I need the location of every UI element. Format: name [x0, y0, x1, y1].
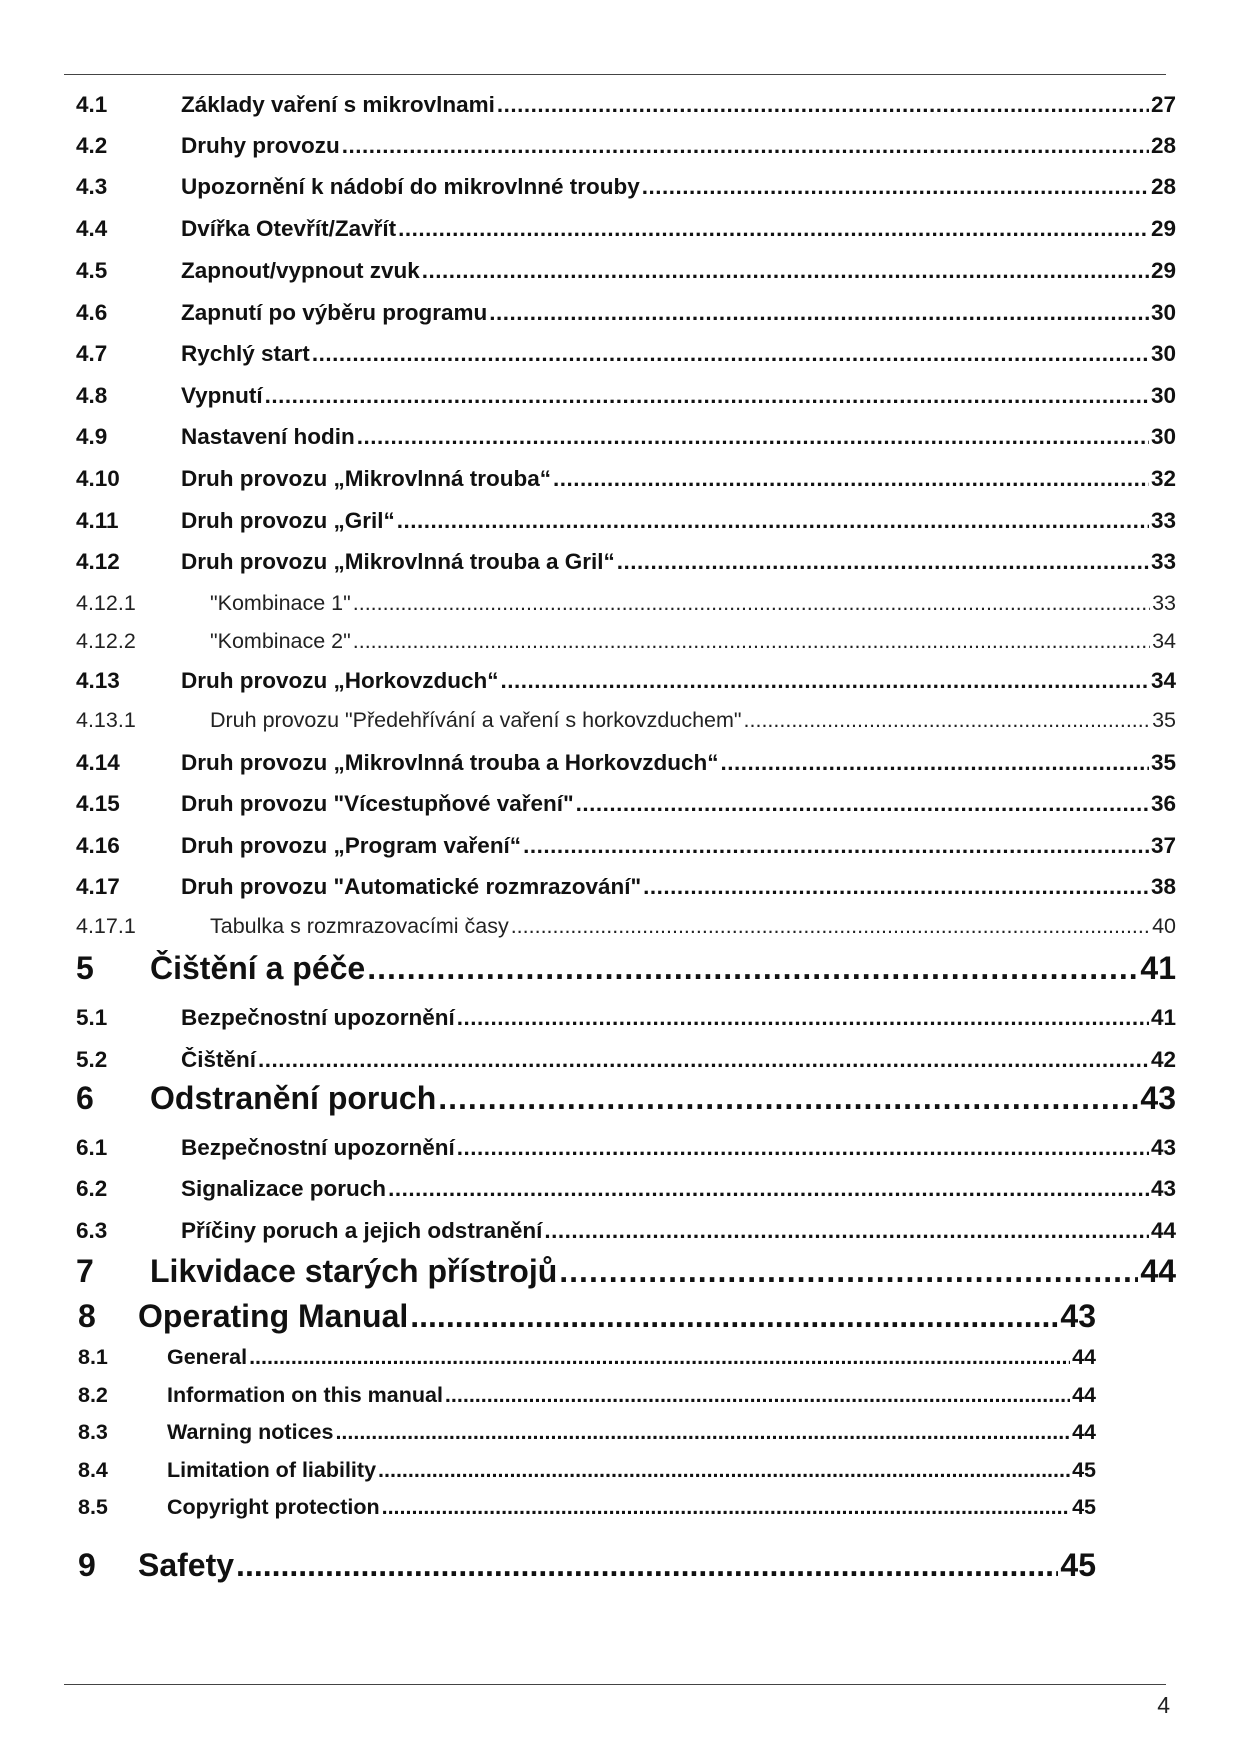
toc-entry-page: 30 [1150, 383, 1176, 408]
toc-entry-page: 43 [1150, 1135, 1176, 1160]
toc-entry-title: "Kombinace 2" [210, 629, 351, 653]
toc-entry-page: 45 [1072, 1458, 1096, 1482]
toc-entry[interactable] [76, 258, 1176, 284]
toc-dot-leader [265, 383, 1149, 409]
toc-entry-page: 37 [1150, 833, 1176, 858]
toc-entry-page: 27 [1150, 92, 1176, 117]
toc-entry[interactable] [76, 668, 1176, 694]
toc-dot-leader [553, 466, 1149, 492]
toc-entry[interactable] [76, 1005, 1176, 1031]
toc-entry[interactable] [76, 341, 1176, 367]
toc-dot-leader [258, 1047, 1149, 1073]
toc-dot-leader [721, 750, 1149, 776]
toc-entry-title: Druh provozu „Mikrovlnná trouba“ [181, 466, 552, 491]
toc-entry-page: 44 [1072, 1383, 1096, 1407]
toc-entry-title: "Kombinace 1" [210, 591, 351, 615]
toc-entry[interactable] [76, 591, 1176, 616]
toc-entry-number: 8.1 [78, 1345, 108, 1369]
toc-entry[interactable] [78, 1345, 1096, 1370]
toc-entry-title: Druh provozu "Předehřívání a vaření s horkovzduchem" [210, 708, 742, 732]
toc-entry-title: General [167, 1345, 248, 1369]
toc-entry[interactable] [76, 1135, 1176, 1161]
toc-entry-number: 4.11 [76, 508, 119, 533]
toc-entry-title: Limitation of liability [167, 1458, 377, 1482]
toc-entry-number: 4.5 [76, 258, 108, 283]
page-number: 4 [1157, 1692, 1170, 1718]
toc-entry-number: 4.8 [76, 383, 108, 408]
toc-dot-leader [367, 950, 1138, 987]
toc-entry-title: Druh provozu „Horkovzduch“ [181, 668, 499, 693]
toc-entry-title: Dvířka Otevřít/Zavřít [181, 216, 397, 241]
toc-entry-number: 4.2 [76, 133, 108, 158]
toc-dot-leader [378, 1458, 1070, 1483]
toc-entry-number: 4.10 [76, 466, 120, 491]
toc-dot-leader [544, 1218, 1149, 1244]
toc-entry-number: 4.4 [76, 216, 108, 241]
toc-entry-page: 29 [1150, 216, 1176, 241]
toc-entry-number: 4.16 [76, 833, 120, 858]
header-rule [64, 74, 1166, 75]
toc-entry-number: 6 [76, 1080, 94, 1116]
toc-entry-number: 6.2 [76, 1176, 108, 1201]
toc-entry-page: 44 [1150, 1218, 1176, 1243]
toc-dot-leader [357, 424, 1149, 450]
toc-entry-number: 4.1 [76, 92, 108, 117]
toc-entry-number: 4.7 [76, 341, 108, 366]
toc-entry-number: 4.14 [76, 750, 120, 775]
toc-dot-leader [422, 258, 1149, 284]
toc-entry-number: 6.1 [76, 1135, 108, 1160]
toc-entry-page: 30 [1150, 341, 1176, 366]
toc-entry-title: Druh provozu „Gril“ [181, 508, 395, 533]
toc-dot-leader [342, 133, 1149, 159]
toc-entry[interactable] [76, 833, 1176, 859]
toc-dot-leader [382, 1495, 1070, 1520]
toc-entry-page: 34 [1150, 668, 1176, 693]
toc-entry-page: 45 [1060, 1547, 1096, 1583]
toc-entry-title: Tabulka s rozmrazovacími časy [210, 914, 509, 938]
toc-dot-leader [312, 341, 1149, 367]
toc-entry-title: Operating Manual [138, 1298, 409, 1334]
toc-dot-leader [511, 914, 1150, 939]
toc-entry-number: 4.13 [76, 668, 120, 693]
toc-entry[interactable] [76, 174, 1176, 200]
toc-entry[interactable] [78, 1458, 1096, 1483]
toc-entry[interactable] [76, 1176, 1176, 1202]
toc-dot-leader [397, 508, 1149, 534]
toc-entry-title: Druh provozu „Mikrovlnná trouba a Horkovzduch“ [181, 750, 719, 775]
toc-dot-leader [642, 174, 1149, 200]
toc-entry-page: 33 [1150, 549, 1176, 574]
toc-dot-leader [335, 1420, 1070, 1445]
toc-entry-title: Druh provozu „Mikrovlnná trouba a Gril“ [181, 549, 615, 574]
toc-entry-page: 41 [1140, 950, 1176, 986]
toc-entry-title: Bezpečnostní upozornění [181, 1135, 455, 1160]
toc-entry-title: Zapnutí po výběru programu [181, 300, 488, 325]
toc-entry-number: 8.4 [78, 1458, 108, 1482]
toc-entry-title: Bezpečnostní upozornění [181, 1005, 455, 1030]
toc-entry[interactable] [76, 750, 1176, 776]
toc-entry-number: 4.17.1 [76, 914, 136, 938]
toc-entry-page: 44 [1140, 1253, 1176, 1289]
toc-entry-number: 8.3 [78, 1420, 108, 1444]
toc-entry-number: 4.9 [76, 424, 108, 449]
toc-entry[interactable] [76, 708, 1176, 733]
toc-entry-page: 40 [1152, 914, 1176, 938]
toc-entry[interactable] [78, 1383, 1096, 1408]
toc-entry-number: 4.6 [76, 300, 108, 325]
toc-entry-number: 8.2 [78, 1383, 108, 1407]
toc-entry-number: 8.5 [78, 1495, 108, 1519]
toc-entry-page: 34 [1152, 629, 1176, 653]
toc-dot-leader [249, 1345, 1070, 1370]
toc-entry-page: 35 [1150, 750, 1176, 775]
toc-dot-leader [388, 1176, 1149, 1202]
toc-entry-title: Nastavení hodin [181, 424, 355, 449]
toc-entry-page: 35 [1152, 708, 1176, 732]
toc-entry[interactable] [76, 1253, 1176, 1290]
toc-entry-page: 42 [1150, 1047, 1176, 1072]
toc-entry-page: 44 [1072, 1345, 1096, 1369]
toc-dot-leader [398, 216, 1149, 242]
toc-entry[interactable] [76, 300, 1176, 326]
toc-entry[interactable] [76, 1080, 1176, 1117]
toc-entry-page: 33 [1150, 508, 1176, 533]
toc-entry[interactable] [76, 874, 1176, 900]
toc-dot-leader [457, 1005, 1149, 1031]
toc-entry[interactable] [76, 133, 1176, 159]
toc-dot-leader [497, 92, 1149, 118]
toc-entry-page: 43 [1060, 1298, 1096, 1334]
toc-entry-title: Likvidace starých přístrojů [150, 1253, 558, 1289]
toc-entry-title: Druh provozu "Automatické rozmrazování" [181, 874, 642, 899]
toc-entry-page: 43 [1150, 1176, 1176, 1201]
toc-dot-leader [501, 668, 1149, 694]
toc-entry-number: 6.3 [76, 1218, 108, 1243]
toc-entry-page: 45 [1072, 1495, 1096, 1519]
toc-entry-page: 28 [1150, 133, 1176, 158]
footer-rule [64, 1684, 1166, 1685]
toc-entry-title: Druh provozu „Program vaření“ [181, 833, 522, 858]
toc-entry-page: 41 [1150, 1005, 1176, 1030]
toc-entry-title: Upozornění k nádobí do mikrovlnné trouby [181, 174, 640, 199]
toc-entry-page: 32 [1150, 466, 1176, 491]
toc-entry-number: 5.1 [76, 1005, 108, 1030]
toc-entry-title: Příčiny poruch a jejich odstranění [181, 1218, 543, 1243]
toc-entry-number: 4.3 [76, 174, 108, 199]
toc-entry-number: 5 [76, 950, 94, 986]
toc-entry[interactable] [78, 1298, 1096, 1335]
toc-dot-leader [445, 1383, 1070, 1408]
toc-entry-page: 30 [1150, 424, 1176, 449]
toc-dot-leader [457, 1135, 1149, 1161]
toc-entry-title: Základy vaření s mikrovlnami [181, 92, 495, 117]
toc-dot-leader [559, 1253, 1138, 1290]
toc-entry-number: 9 [78, 1547, 96, 1583]
toc-entry[interactable] [76, 92, 1176, 118]
toc-entry[interactable] [76, 629, 1176, 654]
toc-dot-leader [489, 300, 1149, 326]
toc-entry-page: 28 [1150, 174, 1176, 199]
toc-entry[interactable] [78, 1547, 1096, 1584]
toc-entry[interactable] [76, 508, 1176, 534]
toc-entry-number: 4.12.1 [76, 591, 136, 615]
toc-dot-leader [643, 874, 1149, 900]
toc-dot-leader [744, 708, 1151, 733]
toc-entry[interactable] [76, 466, 1176, 492]
toc-entry-number: 4.17 [76, 874, 120, 899]
toc-entry-page: 44 [1072, 1420, 1096, 1444]
toc-entry-title: Signalizace poruch [181, 1176, 387, 1201]
toc-entry[interactable] [76, 216, 1176, 242]
toc-entry-page: 29 [1150, 258, 1176, 283]
toc-entry[interactable] [76, 1218, 1176, 1244]
toc-dot-leader [236, 1547, 1058, 1584]
toc-entry[interactable] [76, 549, 1176, 575]
toc-entry-page: 36 [1150, 791, 1176, 816]
toc-entry-title: Warning notices [167, 1420, 334, 1444]
toc-dot-leader [353, 629, 1150, 654]
toc-dot-leader [523, 833, 1149, 859]
toc-entry-page: 30 [1150, 300, 1176, 325]
toc-entry-title: Vypnutí [181, 383, 263, 408]
toc-entry-number: 4.13.1 [76, 708, 136, 732]
toc-entry-number: 8 [78, 1298, 96, 1334]
toc-entry-page: 43 [1140, 1080, 1176, 1116]
toc-entry[interactable] [76, 1047, 1176, 1073]
toc-entry[interactable] [78, 1420, 1096, 1445]
toc-entry[interactable] [76, 791, 1176, 817]
toc-entry-number: 4.12 [76, 549, 120, 574]
toc-entry-page: 38 [1150, 874, 1176, 899]
toc-entry-number: 4.12.2 [76, 629, 136, 653]
toc-entry-title: Safety [138, 1547, 235, 1583]
toc-entry-title: Odstranění poruch [150, 1080, 437, 1116]
toc-entry-title: Druhy provozu [181, 133, 340, 158]
toc-entry[interactable] [76, 914, 1176, 939]
toc-entry[interactable] [76, 950, 1176, 987]
toc-dot-leader [576, 791, 1149, 817]
toc-entry[interactable] [78, 1495, 1096, 1520]
toc-entry-title: Druh provozu "Vícestupňové vaření" [181, 791, 574, 816]
toc-entry-page: 33 [1152, 591, 1176, 615]
toc-entry-title: Čištění a péče [150, 950, 366, 986]
toc-entry-title: Rychlý start [181, 341, 310, 366]
toc-dot-leader [617, 549, 1149, 575]
toc-entry-title: Čištění [181, 1047, 257, 1072]
toc-dot-leader [353, 591, 1150, 616]
toc-dot-leader [438, 1080, 1138, 1117]
toc-entry-number: 4.15 [76, 791, 120, 816]
toc-entry-title: Information on this manual [167, 1383, 443, 1407]
toc-entry[interactable] [76, 424, 1176, 450]
toc-entry[interactable] [76, 383, 1176, 409]
toc-entry-title: Zapnout/vypnout zvuk [181, 258, 420, 283]
toc-entry-number: 7 [76, 1253, 94, 1289]
toc-entry-title: Copyright protection [167, 1495, 380, 1519]
toc-dot-leader [410, 1298, 1058, 1335]
toc-entry-number: 5.2 [76, 1047, 108, 1072]
